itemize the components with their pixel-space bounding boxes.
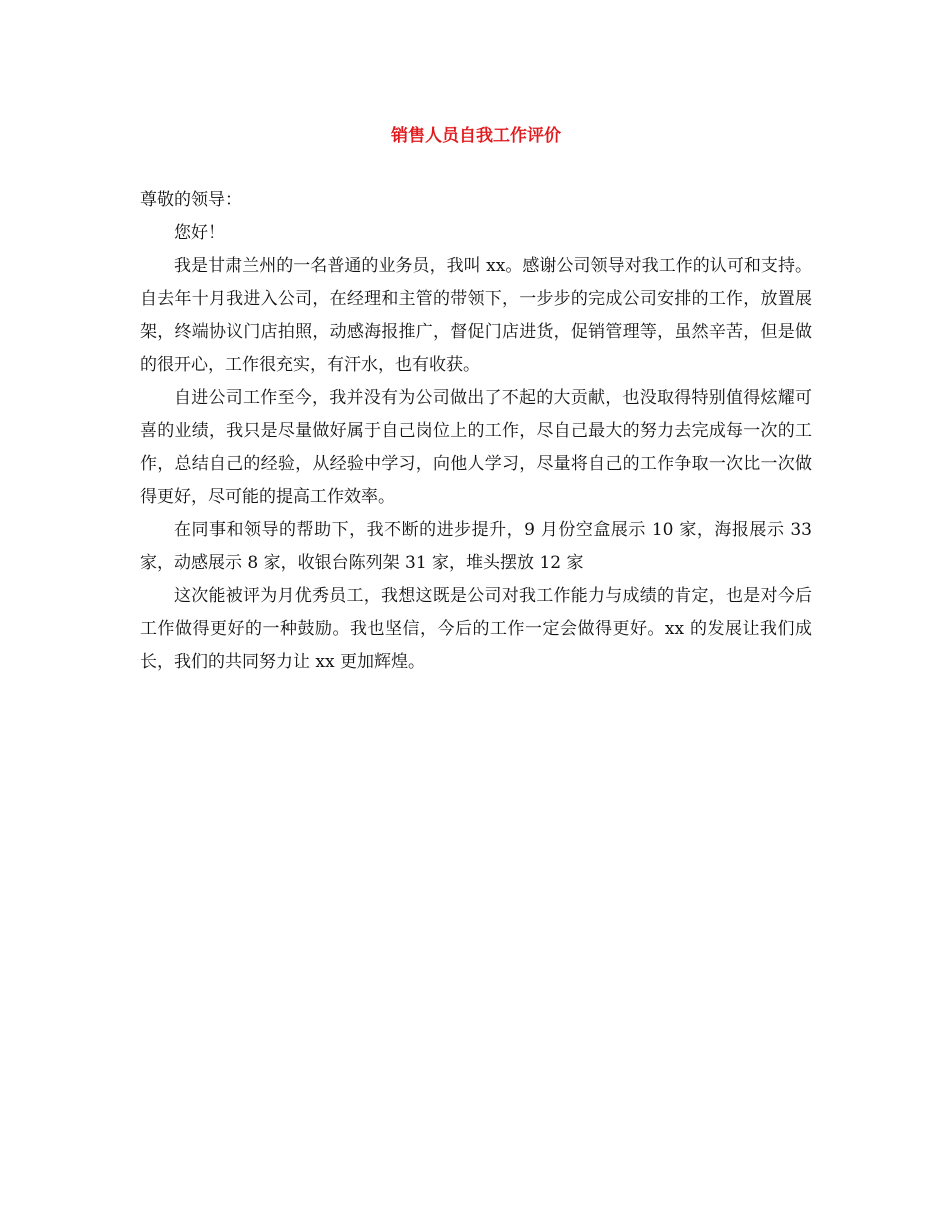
intro-paragraph: 我是甘肃兰州的一名普通的业务员，我叫 xx。感谢公司领导对我工作的认可和支持。自去年十月我进入公司，在经理和主管的带领下，一步步的完成公司安排的工作，放置展架，终端协议门店拍照，动感海报推广，督促门店进货，促销管理等，虽然辛苦，但是做的很开心，工作很充实，有汗水，也有收获。 [140,256,812,375]
salutation: 尊敬的领导： [140,190,242,210]
achievements-paragraph: 在同事和领导的帮助下，我不断的进步提升，9 月份空盒展示 10 家，海报展示 33 家，动感展示 8 家，收银台陈列架 31 家，堆头摆放 12 家 [140,520,812,573]
document-body [140,124,812,679]
document-title: 销售人员自我工作评价 [391,126,561,146]
closing-paragraph: 这次能被评为月优秀员工，我想这既是公司对我工作能力与成绩的肯定，也是对今后工作做得更好的一种鼓励。我也坚信，今后的工作一定会做得更好。xx 的发展让我们成长，我们的共同努力让 xx 更加辉煌。 [140,586,812,672]
reflection-paragraph: 自进公司工作至今，我并没有为公司做出了不起的大贡献，也没取得特别值得炫耀可喜的业绩，我只是尽量做好属于自己岗位上的工作，尽自己最大的努力去完成每一次的工作，总结自己的经验，从经验中学习，向他人学习，尽量将自己的工作争取一次比一次做得更好，尽可能的提高工作效率。 [140,388,812,507]
greeting-paragraph: 您好！ [174,223,225,243]
